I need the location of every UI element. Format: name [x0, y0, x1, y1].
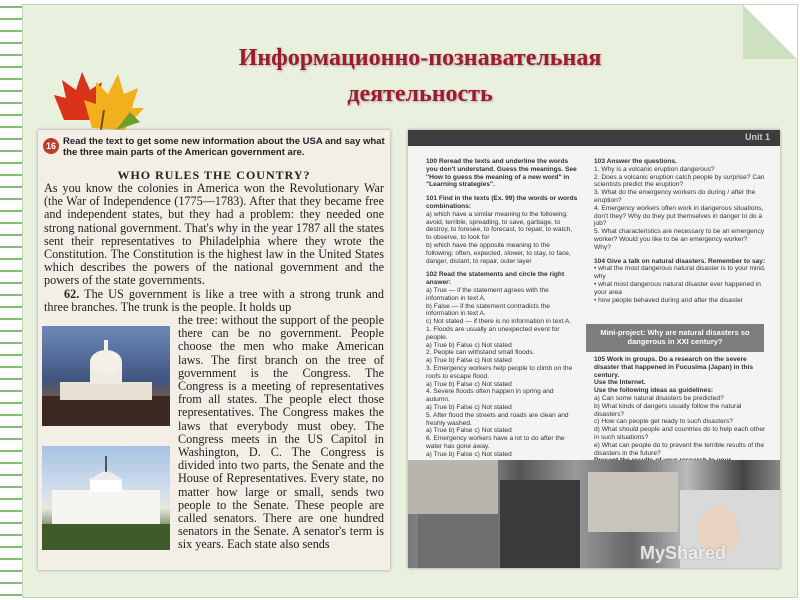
task-100: 100 Reread the texts and underline the words you don't understand. Guess the meanings. See "How to guess the meaning of a new word" in "Learning strategies". — [426, 158, 577, 189]
white-house-icon — [42, 446, 170, 550]
list-item: 3. Emergency workers help people to climb on the roofs to escape flood. — [426, 364, 573, 380]
task-number-badge: 16 — [43, 138, 59, 154]
list-item: d) What should people and countries do to help each other in such situations? — [594, 426, 766, 441]
paragraph-62-first-lines: The US government is like a tree with a strong trunk and three branches. The trunk is the people. It holds up — [44, 287, 384, 315]
list-item: • what most dangerous natural disaster ever happened in your area — [594, 280, 761, 296]
task-101: 101 Find in the texts (Ex. 99) the words or words combinations: — [426, 195, 578, 210]
task-105-block — [594, 356, 766, 473]
task-101a: a) which have a similar meaning to the following: avoid, terrible, spreading, to save, garbage, to destroy, to foresee, to forecast, to repair, to watch, to observe, to look for — [426, 210, 573, 242]
list-item: a) True b) False c) Not stated — [426, 403, 512, 411]
list-item: a) Can some natural disasters be predicted? — [594, 394, 724, 402]
list-item: e) What can people do to prevent the terrible results of the disasters in the future? — [594, 441, 765, 457]
paragraph-62-continued: the tree: without the support of the people there can be no government. People choose the men who make American laws. The first branch on the tree of government is the Congress. The Congress is a meeting of representatives from all states. The people elect those representatives. The Congress makes the laws that everybody must obey. The Congress meets in the US Capitol in Washington, D. C. The Congress is divided into two parts, the Senate and the House of Representatives. Every state, no matter how large or small, sends two people to the Senate. These people are called senators. There are one hundred senators in the Senate. A senator's term is six years. Each state also sends — [178, 313, 384, 552]
list-item: a) True b) False c) Not stated — [426, 450, 512, 458]
us-capitol-photo — [42, 326, 170, 426]
list-item: 2. People can withstand small floods. — [426, 349, 535, 357]
page-curl — [743, 5, 797, 59]
list-item: 1. Why is a volcanic eruption dangerous? — [594, 165, 715, 173]
photo-flood — [408, 460, 498, 514]
photo-rubble — [418, 514, 498, 568]
photo-rescue — [500, 480, 580, 568]
list-item: 5. What characteristics are necessary to be an emergency worker? Would you like to be an emergency worker? Why? — [594, 228, 765, 251]
left-textbook-page — [38, 130, 390, 570]
list-item: b) What kinds of dangers usually follow the natural disasters? — [594, 402, 742, 418]
unit-label: Unit 1 — [744, 132, 770, 142]
list-item: a) True b) False c) Not stated — [426, 427, 512, 435]
slide-title — [120, 40, 720, 112]
unit-header-bar — [408, 130, 780, 146]
list-item: Use the Internet. — [594, 379, 646, 387]
list-item: 6. Emergency workers have a lot to do after the water has gone away. — [426, 435, 565, 450]
list-item: 5. After flood the streets and roads are clean and freshly washed. — [426, 411, 569, 427]
list-item: a) True b) False c) Not stated — [426, 357, 512, 365]
capitol-dome-icon — [42, 326, 170, 426]
title-line-1: Информационно-познавательная — [238, 45, 602, 71]
white-house-photo — [42, 446, 170, 550]
task-instruction: Read the text to get some new information about the USA and say what the three main parts of the American government are. — [63, 136, 385, 158]
task-102: 102 Read the statements and circle the right answer: — [426, 271, 565, 287]
list-item: • what the most dangerous natural disaster is to your mind, why — [594, 265, 766, 281]
list-item: • how people behaved during and after the disaster — [594, 296, 743, 304]
task-102a: a) True — if the statement agrees with the information in text A. — [426, 286, 549, 302]
task-103: 103 Answer the questions. — [594, 158, 677, 165]
list-item: Use the following ideas as guidelines: — [594, 387, 714, 395]
list-item: 3. What do the emergency workers do during / after the eruption? — [594, 189, 756, 204]
task-102c: c) Not stated — if there is no information in text A. — [426, 318, 572, 326]
mini-project-banner: Mini-project: Why are natural disasters so dangerous in XXI century? — [586, 324, 764, 352]
photo-wave — [588, 472, 678, 532]
list-item: c) How can people get ready to such disasters? — [594, 418, 733, 426]
task-104: 104 Give a talk on natural disasters. Remember to say: — [594, 257, 766, 265]
paragraph-61: As you know the colonies in America won the Revolutionary War (the War of Independence (1775—1783). After that they became free and independent states, but they had a problem: they needed one strong national government. That's why in the year 1787 all the states sent their representatives to Philadelphia where they wrote the Constitution. The Constitution is the highest law in the United States which describes the powers of the national government and the powers of the state governments. — [44, 181, 384, 288]
list-item: 2. Does a volcanic eruption catch people by surprise? Can scientists predict the eruption? — [594, 173, 765, 189]
list-item: 4. Severe floods often happen in spring and autumn. — [426, 388, 554, 404]
paragraph-62-start — [44, 288, 384, 314]
list-item: 1. Floods are usually an unexpected event for people. — [426, 325, 560, 341]
title-line-2: деятельность — [347, 81, 493, 107]
list-item: a) True b) False c) Not stated — [426, 341, 512, 349]
list-item: a) True b) False c) Not stated — [426, 380, 512, 388]
text-heading: WHO RULES THE COUNTRY? — [117, 168, 311, 182]
task-102b: b) False — if the statement contradicts the information in text A. — [426, 302, 550, 318]
right-column — [594, 158, 766, 304]
task-105: 105 Work in groups. Do a research on the severe disaster that happened in Fucusima (Japan) in this century. — [594, 356, 754, 379]
list-item: 4. Emergency workers often work in dangerous situations, don't they? Why do they put themselves in danger to do a job? — [594, 204, 764, 228]
right-textbook-page — [408, 130, 780, 568]
paragraph-62-number: 62. — [64, 287, 80, 301]
left-column — [426, 158, 578, 458]
watermark-logo: MyShared — [640, 543, 727, 563]
task-102-list — [426, 326, 578, 459]
task-101b: b) which have the opposite meaning to the following: often, expected, slower, to stay, to face, danger, distant, to repair, outer layer — [426, 241, 571, 265]
